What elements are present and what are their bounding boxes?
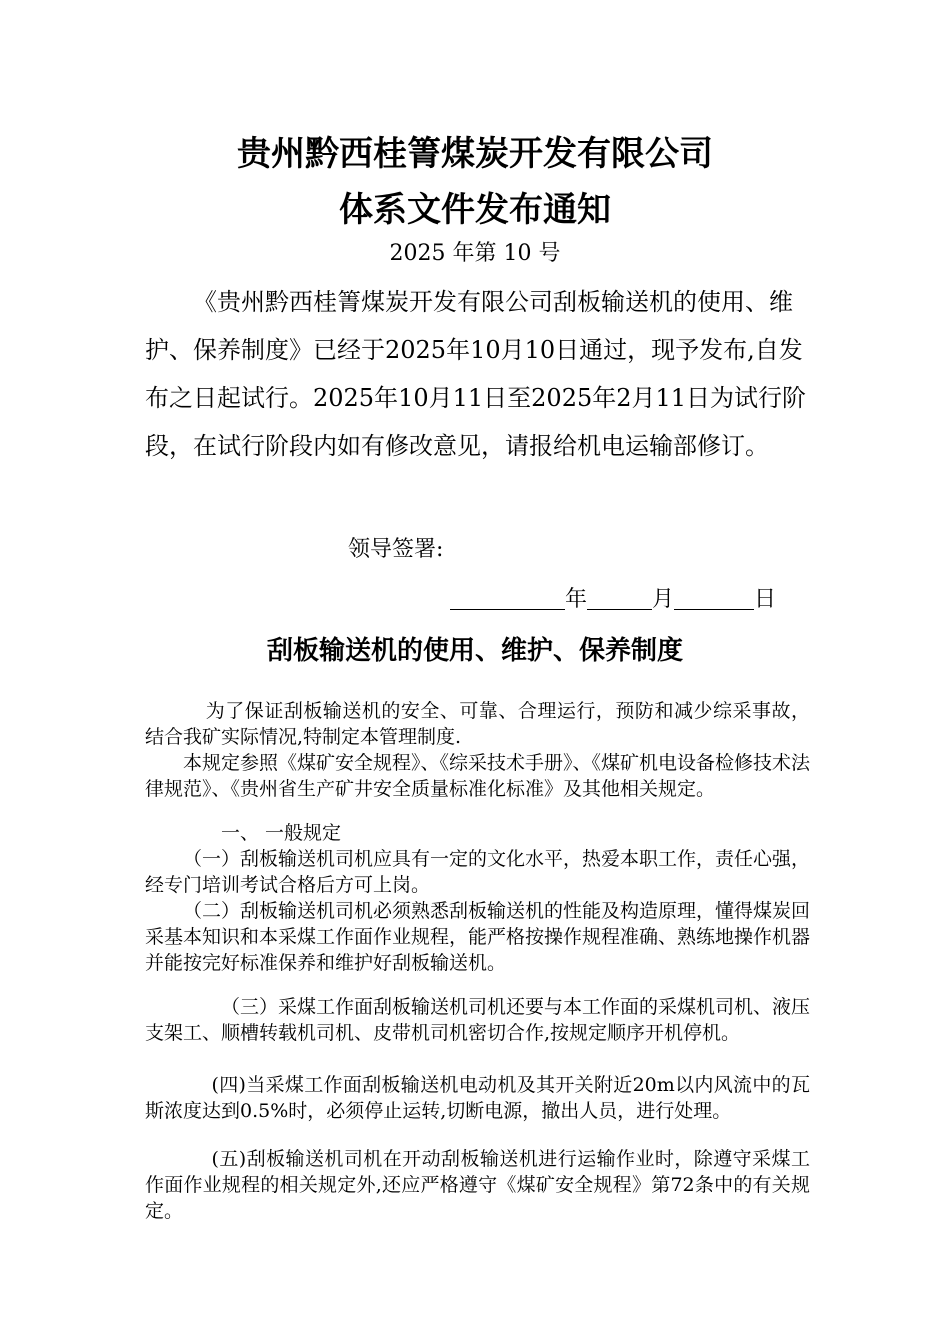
- clause-1: （一）刮板输送机司机应具有一定的文化水平，热爱本职工作，责任心强，经专门培训考试合格后方可上岗。: [145, 848, 811, 896]
- notice-title: 体系文件发布通知: [339, 190, 611, 230]
- day-label: 日: [754, 587, 777, 612]
- signature-label: 领导签署:: [348, 537, 444, 562]
- paragraph-purpose: 为了保证刮板输送机的安全、可靠、合理运行，预防和减少综采事故，结合我矿实际情况,特制定本管理制度.: [145, 700, 810, 748]
- month-blank: [587, 587, 652, 610]
- section-heading-general: 一、 一般规定: [221, 822, 342, 844]
- year-label: 年: [565, 587, 588, 612]
- year-blank: [450, 587, 565, 610]
- regulation-title: 刮板输送机的使用、维护、保养制度: [266, 636, 683, 666]
- clause-2: （二）刮板输送机司机必须熟悉刮板输送机的性能及构造原理，懂得煤炭回采基本知识和本采煤工作面作业规程，能严格按操作规程准确、熟练地操作机器并能按完好标准保养和维护好刮板输送机。: [145, 900, 811, 974]
- clause-5: (五)刮板输送机司机在开动刮板输送机进行运输作业时，除遵守采煤工作面作业规程的相关规定外,还应严格遵守《煤矿安全规程》第72条中的有关规定。: [145, 1148, 810, 1222]
- paragraph-references: 本规定参照《煤矿安全规程》、《综采技术手册》、《煤矿机电设备检修技术法律规范》、《贵州省生产矿井安全质量标准化标准》及其他相关规定。: [145, 752, 811, 800]
- clause-4: (四)当采煤工作面刮板输送机电动机及其开关附近20m以内风流中的瓦斯浓度达到0.5%时，必须停止运转,切断电源，撤出人员，进行处理。: [145, 1074, 810, 1122]
- company-title: 贵州黔西桂箐煤炭开发有限公司: [237, 134, 713, 174]
- document-number: 2025 年第 10 号: [389, 241, 561, 266]
- day-blank: [674, 587, 754, 610]
- month-label: 月: [652, 587, 675, 612]
- signature-date-line: [450, 582, 776, 613]
- clause-3: （三）采煤工作面刮板输送机司机还要与本工作面的采煤机司机、液压支架工、顺槽转载机司机、皮带机司机密切合作,按规定顺序开机停机。: [145, 996, 811, 1044]
- notice-body: 《贵州黔西桂箐煤炭开发有限公司刮板输送机的使用、维护、保养制度》已经于2025年10月10日通过，现予发布,自发布之日起试行。2025年10月11日至2025年2月11日为试行阶段，在试行阶段内如有修改意见，请报给机电运输部修订。: [145, 288, 807, 460]
